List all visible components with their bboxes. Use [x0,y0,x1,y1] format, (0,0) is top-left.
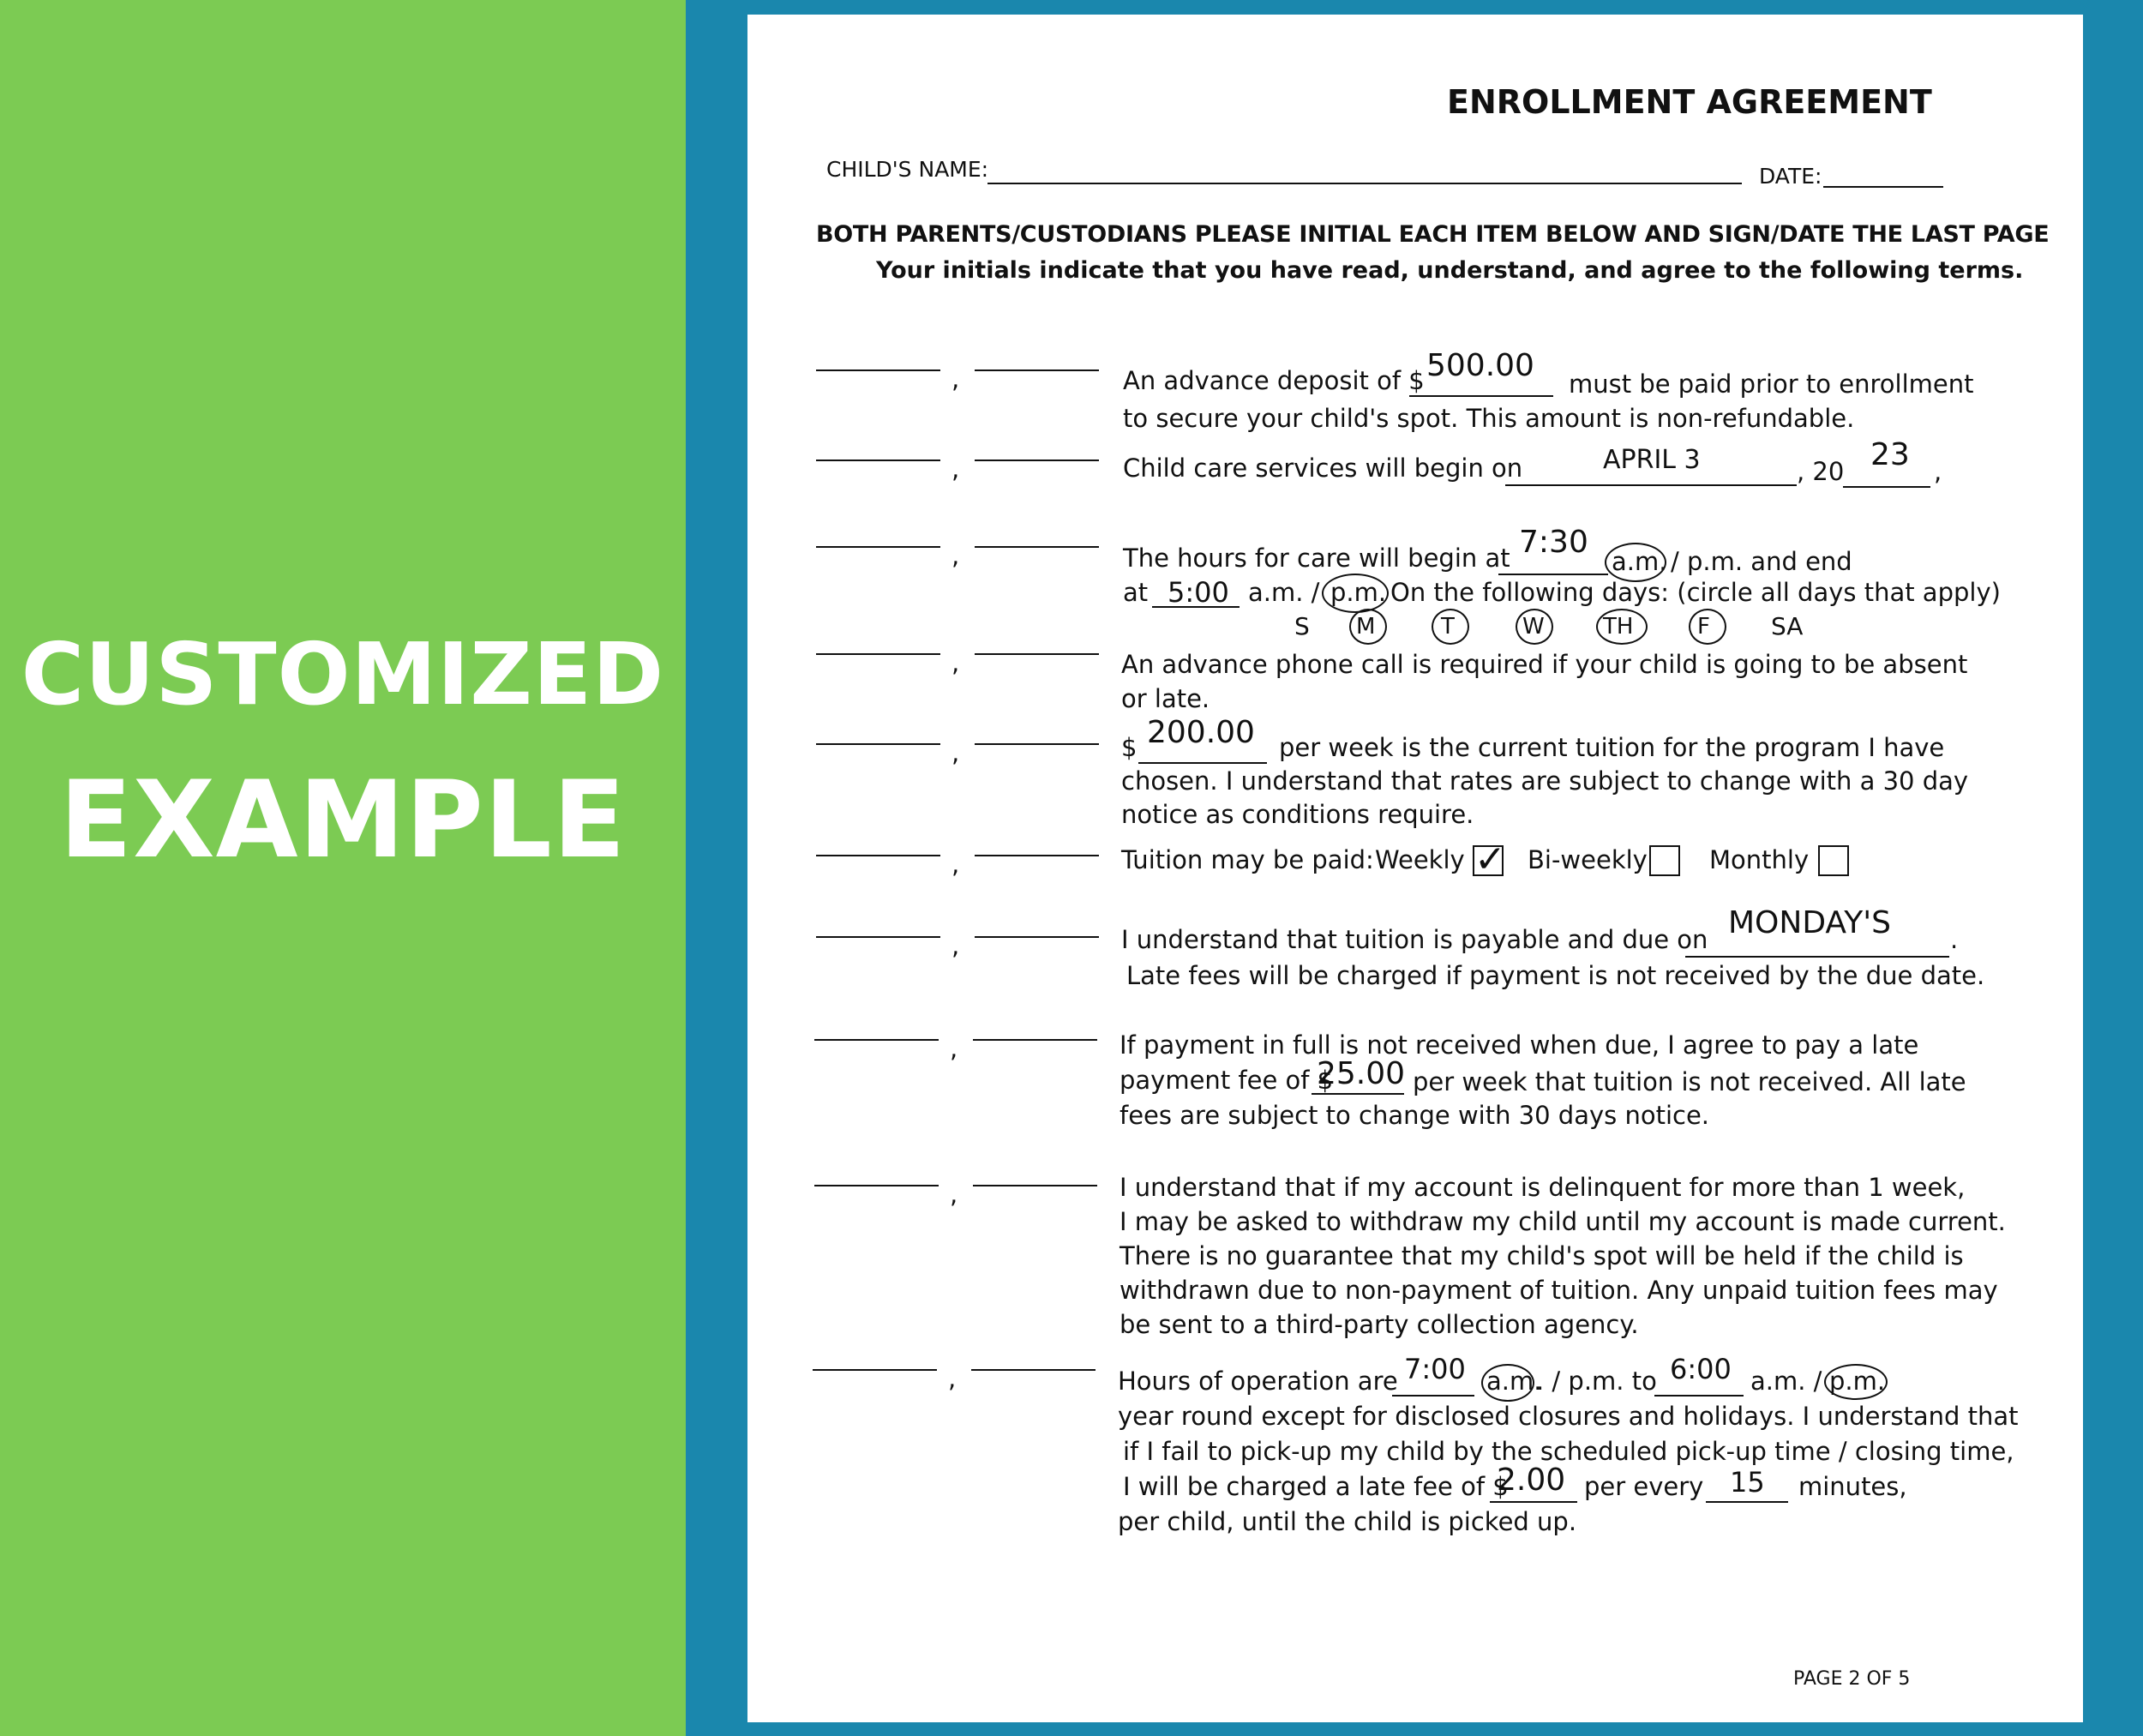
operation-line-5: per child, until the child is picked up. [1118,1507,1577,1536]
initial-line[interactable] [975,369,1099,371]
operation-am-circle-mark [1481,1364,1534,1402]
initial-line[interactable] [816,546,940,548]
operation-pm-circle-mark [1824,1364,1888,1400]
latefee-line-3: fees are subject to change with 30 days notice. [1120,1101,1710,1130]
day-thursday[interactable]: TH [1603,614,1634,640]
operation-fee[interactable]: 2.00 [1497,1463,1566,1498]
operation-text: Hours of operation are [1118,1367,1398,1396]
day-wednesday[interactable]: W [1522,614,1545,640]
phone-line-2: or late. [1121,684,1210,713]
comma: , [951,454,960,484]
instruction-2: Your initials indicate that you have read, understand, and agree to the following terms. [876,257,2024,284]
operation-line-2: year round except for disclosed closures and holidays. I understand that [1118,1402,2019,1431]
deposit-amount-line [1409,395,1553,397]
deposit-line-2: to secure your child's spot. This amount is non-refundable. [1123,404,1855,433]
due-line-2: Late fees will be charged if payment is not received by the due date. [1126,961,1985,990]
comma: , [950,1034,958,1063]
hours-pm-end: / p.m. and end [1671,547,1852,576]
latefee-amount-line [1312,1093,1404,1095]
banner-panel [0,0,686,1736]
delinquent-line-5: be sent to a third-party collection agency. [1120,1310,1639,1339]
hours-begin-line [1498,574,1608,575]
delinquent-line-3: There is no guarantee that my child's spot will be held if the child is [1120,1241,1964,1270]
tuition-amount-line [1138,762,1267,764]
thursday-circle-mark [1596,609,1648,645]
operation-open[interactable]: 7:00 [1404,1353,1466,1385]
initial-line[interactable] [975,936,1099,938]
operation-fee-line [1490,1501,1577,1503]
initial-line[interactable] [975,743,1099,745]
operation-am: a.m. [1486,1367,1542,1396]
initial-line[interactable] [816,936,940,938]
operation-minutes-label: minutes, [1798,1472,1907,1501]
comma: , [950,1180,958,1209]
due-text: I understand that tuition is payable and due on [1121,925,1708,954]
tuition-text: per week is the current tuition for the program I have [1279,733,1945,762]
initial-line[interactable] [816,460,940,461]
deposit-text: An advance deposit of $ [1123,366,1425,395]
hours-am: a.m. [1612,547,1667,576]
childs-name-label: CHILD'S NAME: [826,157,989,182]
biweekly-checkbox[interactable] [1649,845,1680,876]
initial-line[interactable] [813,1369,937,1371]
monthly-label: Monthly [1709,845,1810,874]
delinquent-line-4: withdrawn due to non-payment of tuition. Any unpaid tuition fees may [1120,1276,1998,1305]
comma: , [951,850,960,879]
start-text: Child care services will begin on [1123,454,1523,483]
comma: , [951,541,960,570]
hours-days-text: On the following days: (circle all days that apply) [1390,578,2001,607]
latefee-text-post: per week that tuition is not received. All late [1413,1067,1966,1096]
tuition-amount[interactable]: 200.00 [1147,715,1255,750]
day-monday[interactable]: M [1356,614,1376,640]
latefee-text: payment fee of $ [1120,1066,1334,1095]
friday-circle-mark [1689,609,1726,645]
hours-pm: p.m. [1330,578,1387,607]
wednesday-circle-mark [1516,609,1553,645]
initial-line[interactable] [975,546,1099,548]
start-year-line [1843,486,1930,488]
pm-circle-mark [1322,574,1389,613]
operation-to: . / p.m. to [1536,1367,1657,1396]
comma: , [951,648,960,677]
hours-begin[interactable]: 7:30 [1519,525,1588,560]
tuition-line-2: chosen. I understand that rates are subject to change with a 30 day [1121,766,1969,796]
document-title: ENROLLMENT AGREEMENT [1447,83,1932,121]
day-friday[interactable]: F [1697,614,1710,640]
check-icon: ✓ [1474,838,1506,881]
comma: , [951,364,960,393]
due-day[interactable]: MONDAY'S [1728,905,1891,940]
operation-line-3: if I fail to pick-up my child by the scheduled pick-up time / closing time, [1123,1437,2014,1466]
operation-minutes-line [1706,1501,1788,1503]
operation-close[interactable]: 6:00 [1670,1353,1732,1385]
operation-pm: p.m. [1829,1367,1886,1396]
initial-line[interactable] [975,460,1099,461]
due-end: . [1950,925,1959,954]
start-date[interactable]: APRIL 3 [1603,445,1701,475]
operation-minutes[interactable]: 15 [1730,1466,1765,1499]
operation-open-line [1392,1395,1474,1397]
tuition-dollar: $ [1121,733,1138,762]
deposit-amount[interactable]: 500.00 [1426,348,1534,383]
date-label: DATE: [1759,164,1822,189]
initial-line[interactable] [814,1185,939,1186]
document-page [747,15,2083,1722]
due-day-line [1685,956,1949,958]
weekly-label: Weekly [1375,845,1465,874]
hours-am2: a.m. / [1248,578,1320,607]
start-year[interactable]: 23 [1870,437,1910,472]
banner-line-2: EXAMPLE [59,759,627,882]
initial-line[interactable] [816,369,940,371]
date-line[interactable] [1823,186,1943,188]
initial-line[interactable] [816,855,940,856]
start-date-line [1505,484,1797,486]
instruction-1: BOTH PARENTS/CUSTODIANS PLEASE INITIAL EACH ITEM BELOW AND SIGN/DATE THE LAST PAGE [816,221,2050,248]
banner-line-1: CUSTOMIZED [21,624,665,724]
paid-label: Tuition may be paid: [1121,845,1374,874]
operation-per-every: per every [1584,1472,1704,1501]
initial-line[interactable] [975,855,1099,856]
start-end: , [1934,457,1942,486]
initial-line[interactable] [971,1369,1096,1371]
hours-at: at [1123,578,1149,607]
comma: , [951,931,960,960]
initial-line[interactable] [814,1039,939,1041]
initial-line[interactable] [816,653,940,655]
operation-am2: a.m. / [1750,1367,1822,1396]
day-sunday[interactable]: S [1294,612,1310,640]
operation-close-line [1654,1395,1744,1397]
phone-line-1: An advance phone call is required if your child is going to be absent [1121,650,1968,679]
initial-line[interactable] [975,653,1099,655]
initial-line[interactable] [973,1185,1097,1186]
latefee-line-1: If payment in full is not received when due, I agree to pay a late [1120,1030,1919,1060]
delinquent-line-2: I may be asked to withdraw my child until my account is made current. [1120,1207,2006,1236]
initial-line[interactable] [973,1039,1097,1041]
initial-line[interactable] [816,743,940,745]
latefee-amount[interactable]: 25.00 [1317,1056,1406,1091]
delinquent-line-1: I understand that if my account is delinquent for more than 1 week, [1120,1173,1966,1202]
biweekly-label: Bi-weekly [1528,845,1648,874]
monthly-checkbox[interactable] [1818,845,1849,876]
tuesday-circle-mark [1432,609,1469,645]
comma: , [951,738,960,767]
page-number: PAGE 2 OF 5 [1793,1668,1911,1690]
day-saturday[interactable]: SA [1771,612,1804,640]
start-century: , 20 [1797,457,1845,486]
comma: , [948,1364,957,1393]
monday-circle-mark [1349,609,1387,645]
hours-end[interactable]: 5:00 [1168,576,1229,609]
day-tuesday[interactable]: T [1441,614,1455,640]
hours-text: The hours for care will begin at [1123,544,1510,573]
am-circle-mark [1605,543,1666,582]
deposit-text-post: must be paid prior to enrollment [1569,369,1974,399]
operation-fee-text: I will be charged a late fee of $ [1123,1472,1509,1501]
tuition-line-3: notice as conditions require. [1121,800,1474,829]
childs-name-line[interactable] [987,183,1742,184]
